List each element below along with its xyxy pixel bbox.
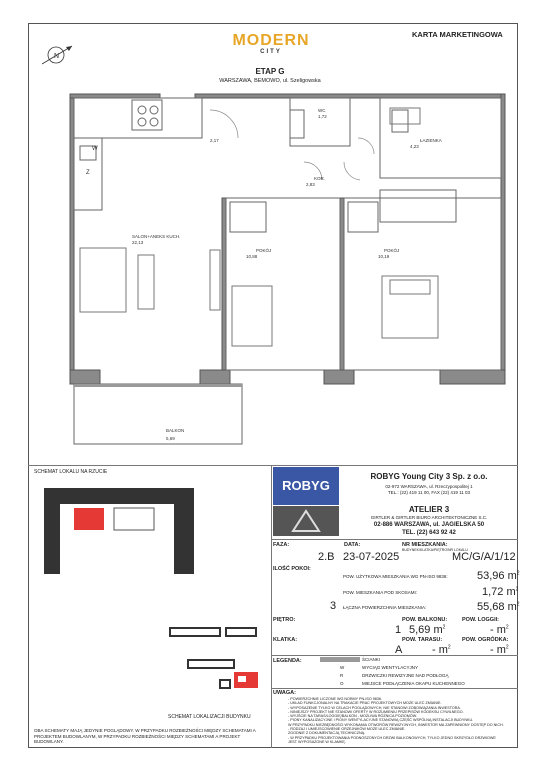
logo-bottom: CITY — [260, 49, 282, 55]
building-schema-title: SCHEMAT LOKALIZACJI BUDYNKU — [168, 714, 251, 720]
svg-text:N: N — [54, 53, 60, 60]
note-line: - PIONY KANALIZACYJNE I PIONY WENTYLACYJNE STANOWIĄ CZĘŚĆ WSPÓLNĄ INSTALACJI BUDYNKU. — [288, 718, 474, 723]
room-wc-area: 1,72 — [318, 114, 327, 119]
room-1-name: POKÓJ — [256, 248, 272, 253]
balcony-value: 5,69 $m^2$ — [409, 624, 446, 636]
architect-phone: TEL. (22) 643 92 42 — [402, 530, 456, 536]
floor-schema-title: SCHEMAT LOKALU NA RZUCIE — [34, 469, 108, 475]
room-2-area: 10,19 — [378, 254, 390, 259]
legend-item-0: ŚCIANKI — [362, 657, 381, 662]
note-line: - W PRZYPADKU PROJEKTOWANIA PODNOSZONYCH DRZWI BALKONOWYCH, TYLKO JEDNO SKRZYDŁO DRZWIOWE — [288, 735, 496, 740]
legend-item-1: WYCIĄG WENTYLACYJNY — [362, 665, 419, 670]
floor-plan — [60, 90, 520, 460]
architect-address: 02-886 WARSZAWA, ul. JAGIELSKA 50 — [373, 522, 485, 528]
legend-wall-swatch — [320, 657, 360, 662]
total-value: 55,68 $m^2$ — [477, 601, 520, 613]
legend-title: LEGENDA: — [273, 658, 302, 664]
loggia-label: POW. LOGGII: — [462, 617, 499, 623]
under-slopes-label: POW. MIESZKANIA POD SKOSAMI: — [343, 590, 418, 595]
rooms-label: ILOŚĆ POKOI: — [273, 566, 311, 572]
schema-disclaimer: OBA SCHEMATY MAJĄ JEDYNIE POGLĄDOWY. W PRZYPADKU ROZBIEŻNOŚCI MIĘDZY SCHEMATAMI A PROJEKTEM BUDOWLANYM, W PRZYPADKU ROZBIEŻNOŚCI MIĘDZY SCHEMATAMI A PROJEKT BUDOWLANY. — [34, 728, 256, 744]
garden-label: POW. OGRÓDKA: — [462, 637, 509, 643]
building-schema — [160, 620, 270, 710]
notes-list — [288, 697, 516, 744]
under-slopes-value: 1,72 $m^2$ — [482, 586, 519, 598]
note-line: W PRZYPADKU NIEZBĘDNOŚCI WYKONANIA OTWORÓW REWIZYJNYCH, INWESTOR MA ZAPEWNIONY DOSTĘP DO NICH. — [288, 722, 504, 727]
legend-mark-o: O — [340, 681, 344, 686]
rooms-value: 3 — [330, 600, 337, 612]
floor-label: PIĘTRO: — [273, 617, 296, 623]
note-line: - WYPOSAŻENIE TYLKO W CELACH POGLĄDOWYCH, NIE STANOWI ZOBOWIĄZANIA INWESTORA. — [288, 705, 461, 710]
total-label: ŁĄCZNA POWIERZCHNIA MIESZKANIA: — [343, 605, 427, 610]
card-title: KARTA MARKETINGOWA — [412, 30, 503, 39]
faza-value: 2.B — [318, 551, 335, 563]
legend-item-2: DRZWICZKI REWIZYJNE NAD PODŁOGĄ — [362, 673, 449, 678]
plan-w-mark: W — [92, 146, 98, 152]
faza-label: FAZA: — [273, 542, 290, 548]
company-address: 02-972 WARSZAWA, ul. Rzeczypospolitej 1 — [385, 484, 473, 489]
garden-value: - $m^2$ — [490, 644, 509, 656]
plan-z-mark: Z — [86, 170, 90, 176]
north-arrow-icon — [38, 40, 78, 70]
legend-mark-r: R — [340, 673, 344, 678]
room-living-name: SALON+ANEKS KUCH. — [132, 234, 181, 239]
note-line: - RODZAJ I UMIEJSCOWIENIE GRZEJNIKÓW MOŻE ULEC ZMIANIE. — [288, 727, 406, 732]
divider — [28, 465, 518, 466]
note-line: ZGODNIE Z DOKUMENTACJĄ TECHNICZNĄ. — [288, 731, 366, 736]
robyg-logo: ROBYG — [273, 467, 339, 505]
terrace-value: - $m^2$ — [432, 644, 451, 656]
floor-value: 1 — [395, 624, 402, 636]
note-line: - NINIEJSZY PROJEKT NIE STANOWI OFERTY W ROZUMIENIU PRZEPISÓW KODEKSU CYWILNEGO. — [288, 709, 464, 714]
apartment-label: NR MIESZKANIA: — [402, 542, 448, 548]
notes-title: UWAGA: — [273, 690, 296, 696]
divider — [271, 688, 518, 689]
balcony-label: POW. BALKONU: — [402, 617, 448, 623]
apartment-value: MC/G/A/1/12 — [452, 551, 516, 563]
note-line: - UKŁAD FUNKCJONALNY NA TRAKACIE PRAC PROJEKTOWYCH MOŻE ULEC ZMIANIE. — [288, 701, 442, 706]
note-line: JEST WYPOSAŻONE W KLAMKĘ. — [288, 739, 346, 744]
room-balcony-name: BALKON — [166, 428, 185, 433]
company-phone: TEL.: (22) 419 11 00, FAX (22) 419 11 03 — [387, 490, 471, 495]
apartment-sub: BUDYNEK/KLATKA/PIĘTRO/NR LOKALU — [402, 548, 468, 552]
room-entry-area: 2,17 — [210, 138, 219, 143]
atelier-logo — [273, 506, 339, 536]
legend-item-3: MIEJSCE PODŁĄCZENIA OKAPU KUCHENNEGO — [362, 681, 465, 686]
divider — [271, 655, 518, 656]
loggia-value: - $m^2$ — [490, 624, 509, 636]
divider — [271, 539, 518, 540]
stage-label: ETAP G — [255, 67, 285, 76]
date-value: 23-07-2025 — [343, 551, 400, 563]
room-2-name: POKÓJ — [384, 248, 400, 253]
room-hall-name: KOR. — [314, 176, 326, 181]
logo-top: MODERN — [232, 32, 310, 49]
divider — [271, 465, 272, 748]
date-label: DATA: — [344, 542, 361, 548]
usable-value: 53,96 $m^2$ — [477, 570, 520, 582]
company-name: ROBYG Young City 3 Sp. z o.o. — [370, 472, 488, 481]
room-wc-name: WC — [318, 108, 326, 113]
room-balcony-area: 5,69 — [166, 436, 175, 441]
architect-title: ATELIER 3 — [408, 505, 450, 514]
room-bath-name: ŁAZIENKA — [420, 138, 442, 143]
note-line: - WYJŚCIE NA TARAS/LOGGIĘ/BALKON - MOŻLIWA RÓŻNICA POZIOMÓW. — [288, 714, 418, 719]
stair-value: A — [395, 644, 403, 656]
usable-label: POW. UŻYTKOWA MIESZKANIA WG PN-ISO 9836: — [343, 574, 448, 579]
modern-city-logo — [226, 33, 316, 55]
room-hall-area: 2,83 — [306, 182, 315, 187]
note-line: - POWIERZCHNIE LICZONE WG NORMY PN-ISO 9836. — [288, 697, 382, 701]
room-living-area: 22,13 — [132, 240, 144, 245]
room-bath-area: 4,23 — [410, 144, 419, 149]
stair-label: KLATKA: — [273, 637, 298, 643]
legend-mark-w: W — [340, 665, 345, 670]
architect-name: GIRTLER & GIRTLER BIURO ARCHITEKTONICZNE S.C. — [370, 515, 488, 520]
terrace-label: POW. TARASU: — [402, 637, 443, 643]
room-1-area: 10,88 — [246, 254, 258, 259]
address-label: WARSZAWA, BEMOWO, ul. Szeligowska — [219, 78, 321, 84]
floor-schema — [34, 478, 214, 578]
